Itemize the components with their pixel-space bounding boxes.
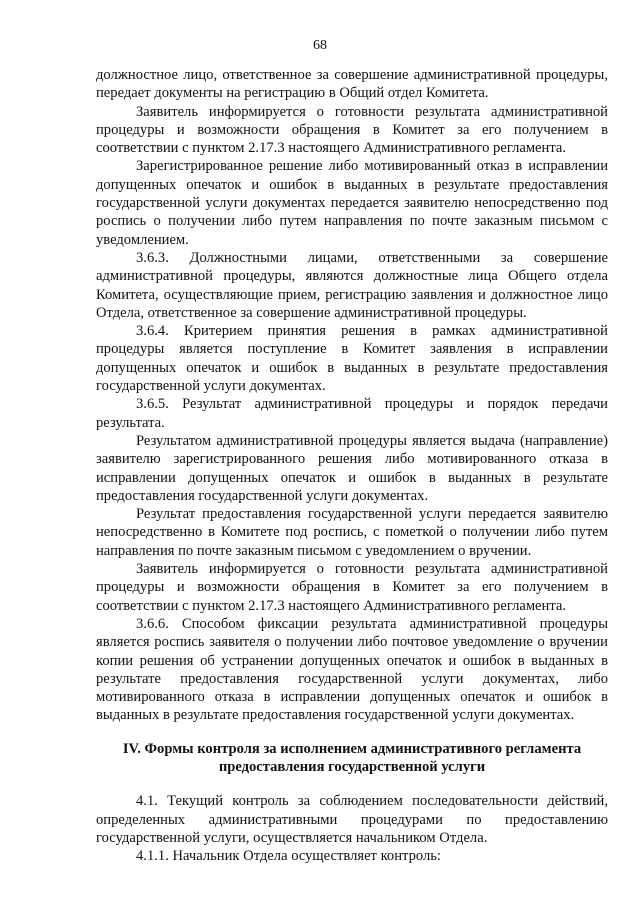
page-number: 68 bbox=[313, 38, 327, 53]
paragraph: 4.1.1. Начальник Отдела осуществляет контроль: bbox=[136, 848, 441, 865]
paragraph: 3.6.5. Результат административной процедуры и порядок передачи результата. bbox=[96, 396, 608, 431]
paragraph: Результат предоставления государственной услуги передается заявителю непосредственно в Комитете под роспись, с пометкой о получении либо путем направления по почте заказным письмом с уведомлением о вручении. bbox=[96, 506, 608, 559]
section-heading-line: предоставления государственной услуги bbox=[218, 758, 486, 775]
paragraph: Зарегистрированное решение либо мотивированный отказ в исправлении допущенных опечаток и ошибок в выданных в результате предоставления государственной услуги документах передается заявителю непосредственно под роспись о получении либо путем направления по почте заказным письмом с уведомлением. bbox=[96, 158, 608, 248]
paragraph: Заявитель информируется о готовности результата административной процедуры и возможности обращения в Комитет за его получением в соответствии с пунктом 2.17.3 настоящего Административного регламента. bbox=[96, 103, 608, 157]
section-heading-line: IV. Формы контроля за исполнением административного регламента bbox=[122, 740, 582, 757]
paragraph: должностное лицо, ответственное за совершение административной процедуры, передает документы на регистрацию в Общий отдел Комитета. bbox=[96, 67, 608, 102]
paragraph: Заявитель информируется о готовности результата административной процедуры и возможности обращения в Комитет за его получением в соответствии с пунктом 2.17.3 настоящего Административного регламента. bbox=[96, 561, 608, 614]
document-body bbox=[96, 66, 608, 865]
paragraph: 4.1. Текущий контроль за соблюдением последовательности действий, определенных административными процедурами по предоставлению государственной услуги, осуществляется начальником Отдела. bbox=[96, 793, 608, 846]
paragraph: Результатом административной процедуры является выдача (направление) заявителю зарегистрированного решения либо мотивированного отказа в исправлении допущенных опечаток и ошибок в выданных в результате предоставления государственной услуги документах. bbox=[96, 432, 608, 504]
paragraph: 3.6.6. Способом фиксации результата административной процедуры является роспись заявителя о получении либо почтовое уведомление о вручении копии решения об устранении допущенных опечаток и ошибок в выданных в результате предоставления государственной услуги документах, либо мотивированного отказа в исправлении допущенных опечаток и ошибок в выданных в результате предоставления государственной услуги документах. bbox=[96, 615, 608, 724]
paragraph: 3.6.4. Критерием принятия решения в рамках административной процедуры является поступление в Комитет заявления в исправлении допущенных опечаток и ошибок в выданных в результате предоставления государственной услуги документах. bbox=[96, 323, 608, 395]
paragraph: 3.6.3. Должностными лицами, ответственными за совершение административной процедуры, являются должностные лица Общего отдела Комитета, осуществляющие прием, регистрацию заявления и должностное лицо Отдела, ответственное за совершение административной процедуры. bbox=[96, 249, 608, 321]
section-heading bbox=[96, 740, 608, 777]
